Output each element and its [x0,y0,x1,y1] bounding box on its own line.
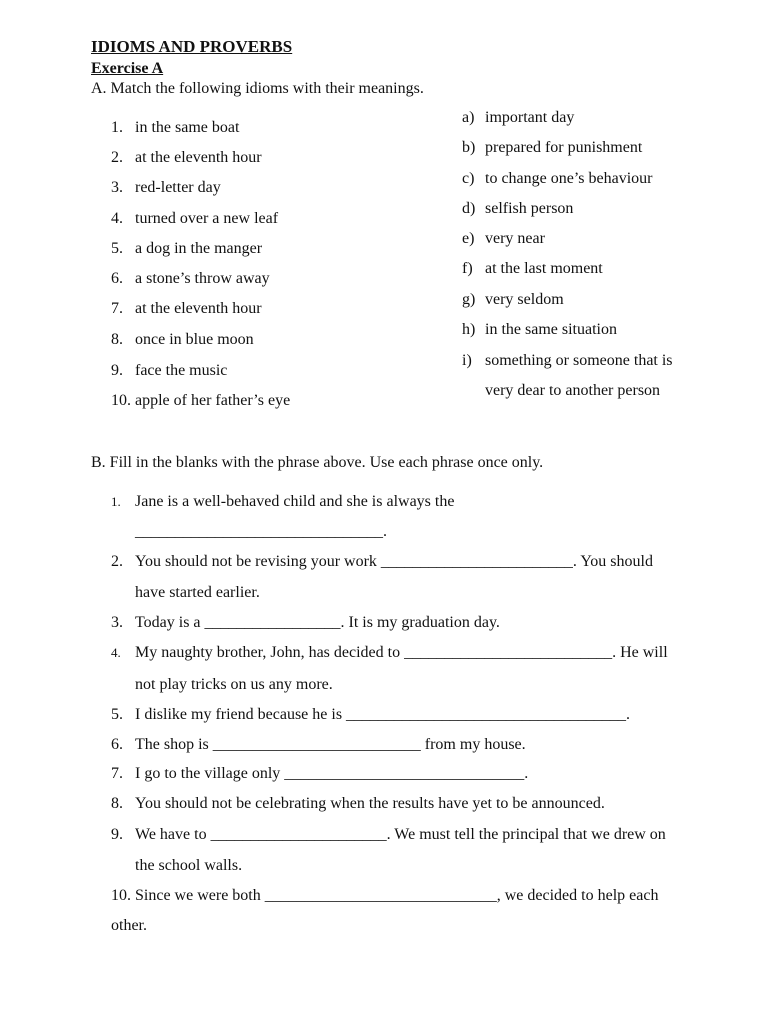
idiom-text: red-letter day [135,179,221,196]
sentence-item [111,825,666,845]
idiom-text: turned over a new leaf [135,210,279,227]
sentence-number: 8. [111,795,123,812]
meaning-text: selfish person [485,200,574,217]
meaning-text: at the last moment [485,260,603,277]
meaning-letter: c) [462,170,475,187]
page-title: IDIOMS AND PROVERBS [91,37,293,56]
idiom-number: 9. [111,362,123,379]
meaning-item [462,351,673,371]
idiom-number: 5. [111,240,123,257]
part-a-instruction: A. Match the following idioms with their meanings. [91,80,424,97]
sentence-continuation: have started earlier. [135,584,260,601]
sentence-continuation: _______________________________. [135,523,387,540]
idiom-text: once in blue moon [135,331,254,348]
idiom-number: 7. [111,300,123,317]
sentence-item [111,643,668,663]
idiom-text: apple of her father’s eye [135,392,291,409]
meaning-letter: d) [462,200,476,217]
meaning-item [462,259,603,279]
meaning-item [462,138,642,158]
idiom-text: at the eleventh hour [135,300,262,317]
sentence-text: You should not be revising your work ________________________. You should [135,553,653,570]
meaning-text: prepared for punishment [485,139,643,156]
exercise-heading: Exercise A [91,60,164,77]
sentence-item [111,886,658,906]
sentence-item [111,613,500,633]
idiom-item [111,361,227,381]
sentence-item [111,794,605,814]
meaning-text: very dear to another person [485,382,661,399]
meaning-letter: a) [462,109,475,126]
idiom-number: 4. [111,210,123,227]
meaning-text: important day [485,109,575,126]
idiom-item [111,269,270,289]
meaning-text: in the same situation [485,321,617,338]
sentence-item [111,492,454,512]
meaning-text: very near [485,230,545,247]
idiom-text: at the eleventh hour [135,149,262,166]
meaning-item [462,320,617,340]
idiom-number: 8. [111,331,123,348]
sentence-text: We have to ______________________. We must tell the principal that we drew on [135,826,666,843]
sentence-continuation: not play tricks on us any more. [135,676,333,693]
meaning-letter: h) [462,321,476,338]
idiom-text: in the same boat [135,119,240,136]
sentence-number: 3. [111,614,123,631]
sentence-text: Jane is a well-behaved child and she is always the [135,493,455,510]
meaning-text: to change one’s behaviour [485,170,653,187]
sentence-item [111,735,526,755]
sentence-number: 10. [111,887,131,904]
idiom-item [111,148,262,168]
idiom-number: 10. [111,392,131,409]
sentence-text: Since we were both _____________________________, we decided to help each [135,887,659,904]
sentence-text: I dislike my friend because he is ___________________________________. [135,706,631,723]
sentence-number: 7. [111,765,123,782]
meaning-item [462,229,545,249]
idiom-item [111,299,262,319]
meaning-continuation [462,381,660,401]
part-b-instruction: B. Fill in the blanks with the phrase above. Use each phrase once only. [91,454,544,471]
sentence-continuation: other. [111,917,147,934]
sentence-item [111,705,630,725]
meaning-letter: f) [462,260,473,277]
sentence-number: 1. [111,494,121,509]
meaning-item [462,290,564,310]
sentence-number: 6. [111,736,123,753]
idiom-number: 2. [111,149,123,166]
sentence-number: 5. [111,706,123,723]
sentence-text: I go to the village only ______________________________. [135,765,529,782]
meaning-item [462,199,573,219]
meaning-letter: e) [462,230,475,247]
meaning-text: something or someone that is [485,352,673,369]
idiom-item [111,118,239,138]
idiom-item [111,239,262,259]
idiom-item [111,391,290,411]
sentence-text: You should not be celebrating when the results have yet to be announced. [135,795,605,812]
sentence-number: 9. [111,826,123,843]
meaning-letter: b) [462,139,476,156]
sentence-text: My naughty brother, John, has decided to __________________________. He will [135,644,668,661]
idiom-text: face the music [135,362,228,379]
meaning-text: very seldom [485,291,564,308]
idiom-text: a dog in the manger [135,240,263,257]
sentence-text: Today is a _________________. It is my graduation day. [135,614,500,631]
idiom-number: 6. [111,270,123,287]
meaning-item [462,108,574,128]
idiom-number: 3. [111,179,123,196]
idiom-text: a stone’s throw away [135,270,270,287]
idiom-item [111,178,221,198]
idiom-item [111,209,278,229]
idiom-item [111,330,254,350]
meaning-letter: i) [462,352,472,369]
sentence-continuation: the school walls. [135,857,243,874]
sentence-text: The shop is __________________________ from my house. [135,736,526,753]
meaning-letter: g) [462,291,476,308]
idiom-number: 1. [111,119,123,136]
sentence-item [111,552,653,572]
meaning-item [462,169,653,189]
sentence-number: 4. [111,645,121,660]
sentence-item [111,764,528,784]
sentence-number: 2. [111,553,123,570]
